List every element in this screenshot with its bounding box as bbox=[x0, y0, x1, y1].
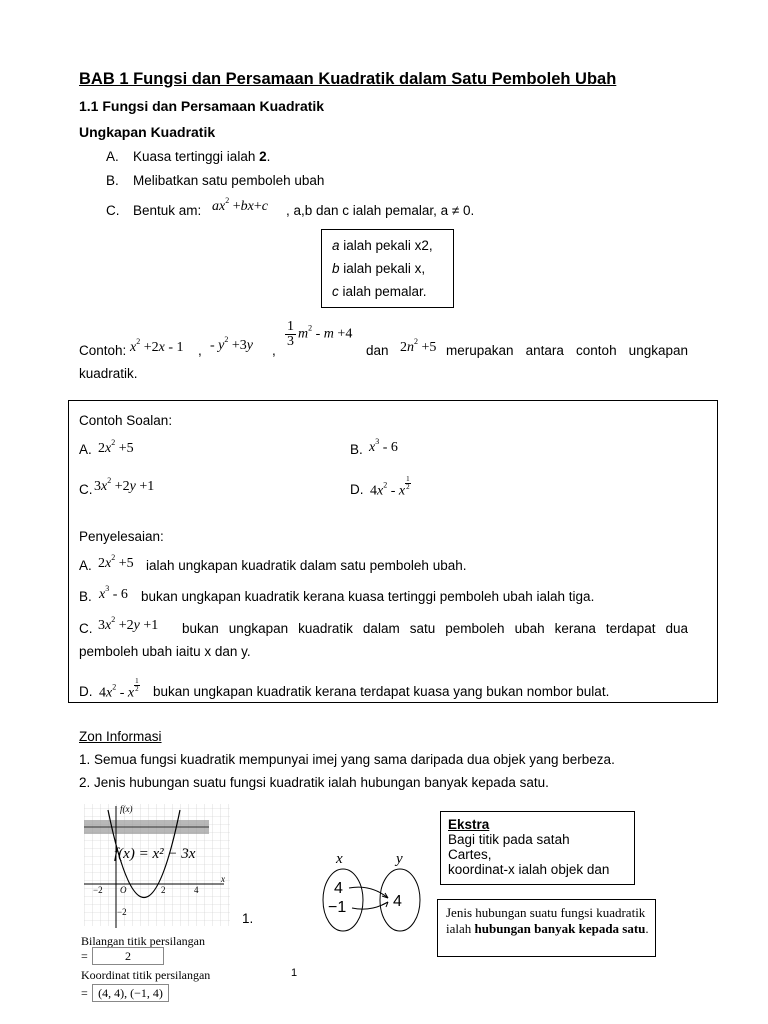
arrow-2 bbox=[352, 902, 388, 909]
intersection-count-value: 2 bbox=[92, 947, 164, 965]
axis-f-label: f(x) bbox=[120, 804, 133, 814]
answer-c-text: bukan ungkapan kuadratik dalam satu pemboleh ubah kerana terdapat dua bbox=[182, 621, 688, 636]
contoh-soalan-title: Contoh Soalan: bbox=[79, 413, 173, 428]
relation-type-box: Jenis hubungan suatu fungsi kuadratik ialah hubungan banyak kepada satu. bbox=[437, 899, 656, 957]
answer-b-formula: $x^3 - 6$ bbox=[99, 584, 128, 602]
list-item: A. Kuasa tertinggi ialah 2. bbox=[106, 149, 271, 164]
mapping-y-label: y bbox=[396, 851, 403, 867]
svg-text:4: 4 bbox=[393, 893, 402, 910]
option-d-formula: $4x^2$ - x $^{\frac{1}{2}}$ bbox=[370, 475, 410, 499]
answer-b-text: bukan ungkapan kuadratik kerana kuasa tertinggi pemboleh ubah ialah tiga. bbox=[141, 589, 595, 604]
coefficient-info-box: a ialah pekali x2, b ialah pekali x, c ialah pemalar. bbox=[321, 229, 454, 308]
penyelesaian-title: Penyelesaian: bbox=[79, 529, 164, 544]
svg-text:O: O bbox=[120, 885, 127, 895]
svg-text:−1: −1 bbox=[328, 899, 347, 916]
zon-point-2: 2. Jenis hubungan suatu fungsi kuadratik ialah hubungan banyak kepada satu. bbox=[79, 775, 549, 790]
answer-a-text: ialah ungkapan kuadratik dalam satu pemboleh ubah. bbox=[146, 558, 467, 573]
mapping-diagram bbox=[316, 848, 422, 934]
option-b-formula: $x^3 - 6$ bbox=[369, 437, 398, 455]
page-number: 1 bbox=[291, 967, 298, 979]
section-title: 1.1 Fungsi dan Persamaan Kuadratik bbox=[79, 98, 325, 114]
axis-x-label: x bbox=[221, 874, 225, 884]
answer-c-formula: $3x^2 +2y +1$ bbox=[98, 615, 159, 633]
ekstra-box: Ekstra Bagi titik pada satah Cartes, koordinat-x ialah objek dan bbox=[440, 811, 635, 885]
example-formula-2: - $y^2 +3y$ bbox=[210, 335, 254, 353]
option-c-formula: $3x^2 +2y +1$ bbox=[94, 476, 155, 494]
zon-informasi-title: Zon Informasi bbox=[79, 729, 162, 744]
option-a-formula: $2x^2 +5$ bbox=[98, 438, 134, 456]
svg-text:2: 2 bbox=[161, 885, 166, 895]
svg-text:−2: −2 bbox=[117, 907, 127, 917]
page-title: BAB 1 Fungsi dan Persamaan Kuadratik dalam Satu Pemboleh Ubah bbox=[79, 70, 617, 88]
list-item: C. Bentuk am: $ax^2 +bx+c$ , a,b dan c ialah pemalar, a ≠ 0. bbox=[106, 196, 475, 218]
svg-text:−2: −2 bbox=[93, 885, 103, 895]
general-form-formula: $ax^2 +bx+c$ bbox=[212, 196, 268, 214]
svg-text:4: 4 bbox=[334, 880, 343, 897]
intersection-count-label: Bilangan titik persilangan bbox=[81, 934, 205, 948]
list-item: B. Melibatkan satu pemboleh ubah bbox=[106, 173, 325, 188]
mapping-x-label: x bbox=[336, 851, 343, 867]
function-label: f(x) = x² − 3x bbox=[114, 846, 196, 862]
side-number: 1. bbox=[242, 911, 254, 926]
example-formula-3: $\frac{1}{3}$ $m^2 - m +4$ bbox=[287, 319, 353, 349]
intersection-coords-value: (4, 4), (−1, 4) bbox=[92, 984, 169, 1002]
svg-text:4: 4 bbox=[194, 885, 199, 895]
answer-d-text: bukan ungkapan kuadratik kerana terdapat kuasa yang bukan nombor bulat. bbox=[153, 684, 610, 699]
answer-d-formula: $4x^2$ - x $^{\frac{1}{2}}$ bbox=[99, 677, 139, 701]
intersection-coords-label: Koordinat titik persilangan bbox=[81, 968, 211, 982]
example-formula-1: $x^2 +2x - 1$ bbox=[130, 337, 184, 355]
example-formula-4: $2n^2 +5$ bbox=[400, 337, 437, 355]
zon-point-1: 1. Semua fungsi kuadratik mempunyai imej yang sama daripada dua objek yang berbeza. bbox=[79, 752, 615, 767]
answer-a-formula: $2x^2 +5$ bbox=[98, 553, 134, 571]
contoh-label: Contoh: bbox=[79, 343, 127, 358]
subsection-title: Ungkapan Kuadratik bbox=[79, 124, 216, 140]
quadratic-graph bbox=[84, 800, 230, 930]
